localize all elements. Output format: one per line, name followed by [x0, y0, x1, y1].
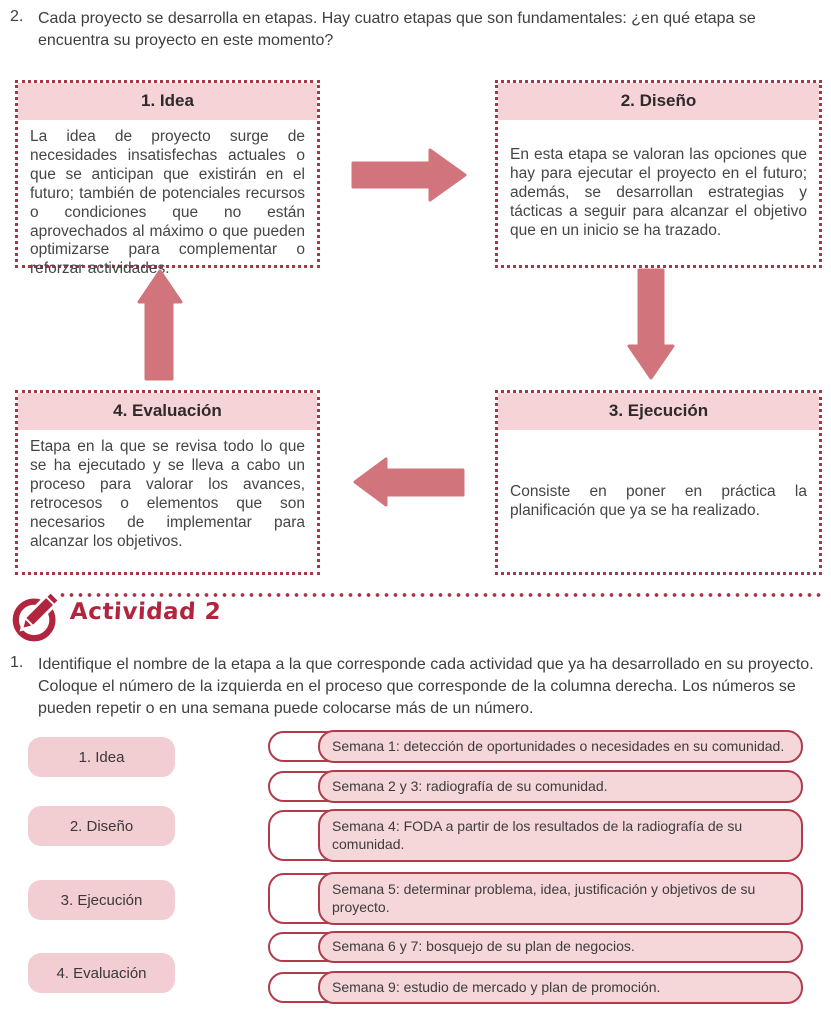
stage-pill-diseno — [28, 806, 175, 846]
answer-box[interactable] — [270, 974, 318, 1001]
week-label — [318, 872, 803, 925]
answer-box[interactable] — [270, 812, 318, 859]
arrow-left-icon — [353, 457, 465, 507]
stage-box-ejecucion — [495, 390, 822, 575]
week-label — [318, 809, 803, 862]
stage-box-body: Etapa en la que se revisa todo lo que se ha ejecutado y se lleva a cabo un proceso para valorar los avances, retrocesos o elementos que son necesarios de implementar para alcanzar los objetivos. — [30, 438, 305, 550]
dotted-divider — [58, 593, 825, 597]
stage-pill-label: 3. Ejecución — [60, 891, 143, 909]
stage-box-diseno — [495, 80, 822, 268]
answer-box[interactable] — [270, 875, 318, 922]
answer-box[interactable] — [270, 934, 318, 960]
stage-pill-label: 2. Diseño — [69, 817, 134, 835]
stage-pill-idea — [28, 737, 175, 777]
answer-box[interactable] — [270, 773, 318, 800]
week-text: Semana 9: estudio de mercado y plan de promoción. — [332, 978, 661, 995]
week-row — [268, 731, 802, 762]
stage-pill-evaluacion — [28, 953, 175, 993]
instruction-text: Identifique el nombre de la etapa a la que corresponde cada actividad que ya ha desarrollado en su proyecto. Coloque el número de la izquierda en el proceso que corresponde de la columna derecha. Los números se pueden repetir o en una semana puede colocarse más de un número. — [38, 656, 814, 718]
week-label — [318, 730, 803, 763]
activity-header — [10, 585, 825, 651]
week-text: Semana 4: FODA a partir de los resultados de la radiografía de su comunidad. — [332, 818, 743, 852]
stage-pill-ejecucion — [28, 880, 175, 920]
activity-title: Actividad 2 — [69, 599, 222, 625]
arrow-right-icon — [351, 148, 467, 202]
week-text: Semana 5: determinar problema, idea, justificación y objetivos de su proyecto. — [332, 881, 756, 915]
week-text: Semana 2 y 3: radiografía de su comunidad. — [332, 777, 608, 794]
stage-cycle-diagram — [0, 75, 831, 580]
instruction-number: 1. — [10, 654, 24, 671]
stage-pill-label: 4. Evaluación — [56, 964, 147, 982]
stage-box-title: 3. Ejecución — [498, 393, 819, 430]
stage-box-body: La idea de proyecto surge de necesidades insatisfechas actuales o que se anticipan que existirán en el futuro; también de potenciales recursos o condiciones que no están aprovechados al máximo o que pueden optimizarse para complementar o reforzar actividades. — [30, 128, 305, 278]
week-text: Semana 6 y 7: bosquejo de su plan de negocios. — [332, 938, 635, 955]
stage-box-body: Consiste en poner en práctica la planificación que ya se ha realizado. — [510, 483, 807, 519]
stage-box-title: 2. Diseño — [498, 83, 819, 120]
stage-box-evaluacion — [15, 390, 320, 575]
week-label — [318, 931, 803, 963]
question-text: Cada proyecto se desarrolla en etapas. Hay cuatro etapas que son fundamentales: ¿en qué etapa se encuentra su proyecto en este momento? — [38, 10, 756, 50]
arrow-down-icon — [627, 268, 675, 380]
week-row — [268, 932, 802, 962]
instruction-paragraph — [10, 654, 819, 720]
week-row — [268, 810, 802, 861]
week-text: Semana 1: detección de oportunidades o necesidades en su comunidad. — [332, 737, 785, 754]
week-row — [268, 873, 802, 924]
question-paragraph — [10, 8, 817, 52]
week-row — [268, 972, 802, 1003]
stage-pill-label: 1. Idea — [78, 748, 125, 766]
stage-box-idea — [15, 80, 320, 278]
week-label — [318, 770, 803, 803]
question-number: 2. — [10, 8, 24, 25]
pencil-icon — [10, 587, 64, 647]
arrow-up-icon — [137, 269, 183, 381]
stage-box-title: 4. Evaluación — [18, 393, 317, 430]
answer-box[interactable] — [270, 733, 318, 760]
week-row — [268, 771, 802, 802]
week-label — [318, 971, 803, 1004]
stage-box-title: 1. Idea — [18, 83, 317, 120]
stage-box-body: En esta etapa se valoran las opciones que hay para ejecutar el proyecto en el futuro; además, se desarrollan estrategias y tácticas a seguir para alcanzar el objetivo que en un inicio se ha trazado. — [510, 146, 807, 239]
